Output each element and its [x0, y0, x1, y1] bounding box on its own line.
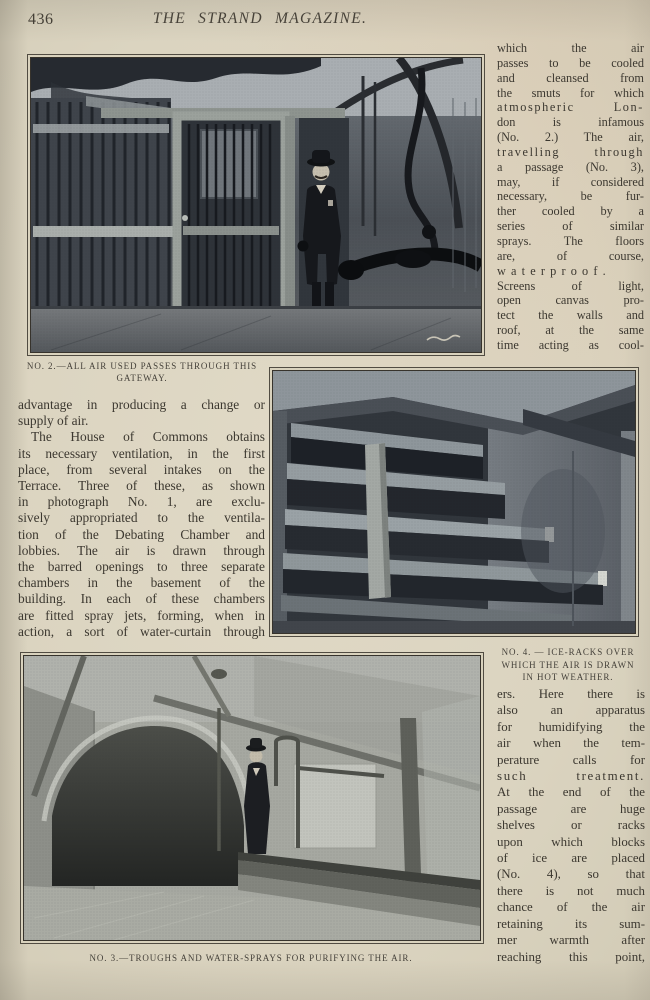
- text-line: At the end of the: [497, 785, 645, 800]
- text-line: retaining its sum-: [497, 916, 645, 931]
- text-line: a passage (No. 3),: [497, 159, 644, 174]
- text-line: action, a sort of water-curtain through: [18, 623, 265, 639]
- text-line: waterproof.: [497, 263, 611, 278]
- text-line: series of similar: [497, 219, 644, 234]
- text-line: passes to be cooled: [497, 55, 644, 70]
- photo-no2-illustration: [30, 57, 482, 353]
- text-line: perature calls for: [497, 752, 645, 767]
- photo-no4-illustration: [272, 370, 636, 634]
- text-line: may, if considered: [497, 174, 644, 189]
- text-line: atmospheric Lon-: [497, 100, 644, 115]
- text-line: mer warmth after: [497, 933, 645, 948]
- text-line: also an apparatus: [497, 703, 645, 718]
- text-line: chance of the air: [497, 900, 645, 915]
- photo-no2-caption: [16, 360, 268, 384]
- text-line: are, of course,: [497, 248, 644, 263]
- text-line: time acting as cool-: [497, 337, 644, 352]
- text-line: reaching this point,: [497, 949, 645, 964]
- caption-line: WHICH THE AIR IS DRAWN: [501, 659, 635, 670]
- text-line: open canvas pro-: [497, 293, 644, 308]
- text-line: necessary, be fur-: [497, 189, 644, 204]
- page-number: 436: [28, 11, 54, 28]
- right-column-bottom-text: [497, 686, 645, 965]
- text-line: Screens of light,: [497, 278, 644, 293]
- halftone-texture: [273, 371, 635, 633]
- photo-no2-gateway: [27, 54, 485, 356]
- text-line: the smuts for which: [497, 85, 644, 100]
- text-line: Terrace. Three of these, as shown: [18, 478, 265, 494]
- running-header-title: THE STRAND MAGAZINE.: [152, 10, 368, 27]
- text-line: air when the tem-: [497, 736, 645, 751]
- text-line: are fitted spray jets, forming, when in: [18, 607, 265, 623]
- caption-line: GATEWAY.: [116, 373, 168, 383]
- text-line: shelves or racks: [497, 818, 645, 833]
- text-line: place, from several intakes on the: [18, 461, 265, 477]
- text-line: of ice are placed: [497, 851, 645, 866]
- text-line: ther cooled by a: [497, 204, 644, 219]
- halftone-texture: [24, 656, 480, 940]
- text-line: tion of the Debating Chamber and: [18, 526, 265, 542]
- right-column-top-text: [497, 41, 644, 353]
- text-line: lobbies. The air is drawn through: [18, 542, 265, 558]
- halftone-texture: [31, 58, 481, 352]
- text-line: sprays. The floors: [497, 233, 644, 248]
- text-line: advantage in producing a change or: [18, 397, 265, 412]
- text-line: (No. 4), so that: [497, 867, 645, 882]
- text-line: supply of air.: [18, 413, 89, 429]
- text-line: there is not much: [497, 883, 645, 898]
- caption-line: NO. 4. — ICE-RACKS OVER: [501, 647, 635, 657]
- photo-no3-caption: [18, 952, 484, 964]
- text-line: roof, at the same: [497, 323, 644, 338]
- text-line: (No. 2.) The air,: [497, 130, 644, 145]
- text-line: in photograph No. 1, are exclu-: [18, 494, 265, 510]
- text-line: building. In each of these chambers: [18, 591, 265, 607]
- text-line: tect the walls and: [497, 308, 644, 323]
- text-line: its necessary ventilation, in the first: [18, 445, 265, 461]
- text-line: which the air: [497, 41, 644, 55]
- text-line: sively appropriated to the ventila-: [18, 510, 265, 526]
- text-line: The House of Commons obtains: [31, 429, 265, 445]
- caption-line: IN HOT WEATHER.: [522, 672, 614, 682]
- text-line: travelling through: [497, 144, 644, 159]
- caption-line: NO. 2.—ALL AIR USED PASSES THROUGH THIS: [26, 361, 258, 371]
- photo-no4-caption: [488, 646, 648, 684]
- text-line: ers. Here there is: [497, 687, 645, 701]
- text-line: don is infamous: [497, 115, 644, 130]
- text-line: and cleansed from: [497, 70, 644, 85]
- photo-no3-illustration: [23, 655, 481, 941]
- photo-no3-troughs: [20, 652, 484, 944]
- text-line: the barred openings to three separate: [18, 559, 265, 575]
- text-line: upon which blocks: [497, 834, 645, 849]
- photo-no4-ice-racks: [269, 367, 639, 637]
- text-line: passage are huge: [497, 801, 645, 816]
- left-column-text: [18, 397, 265, 640]
- text-line: for humidifying the: [497, 719, 645, 734]
- text-line: chambers in the basement of the: [18, 575, 265, 591]
- caption-line: NO. 3.—TROUGHS AND WATER-SPRAYS FOR PURIFYING THE AIR.: [89, 953, 413, 963]
- text-line: such treatment.: [497, 769, 645, 784]
